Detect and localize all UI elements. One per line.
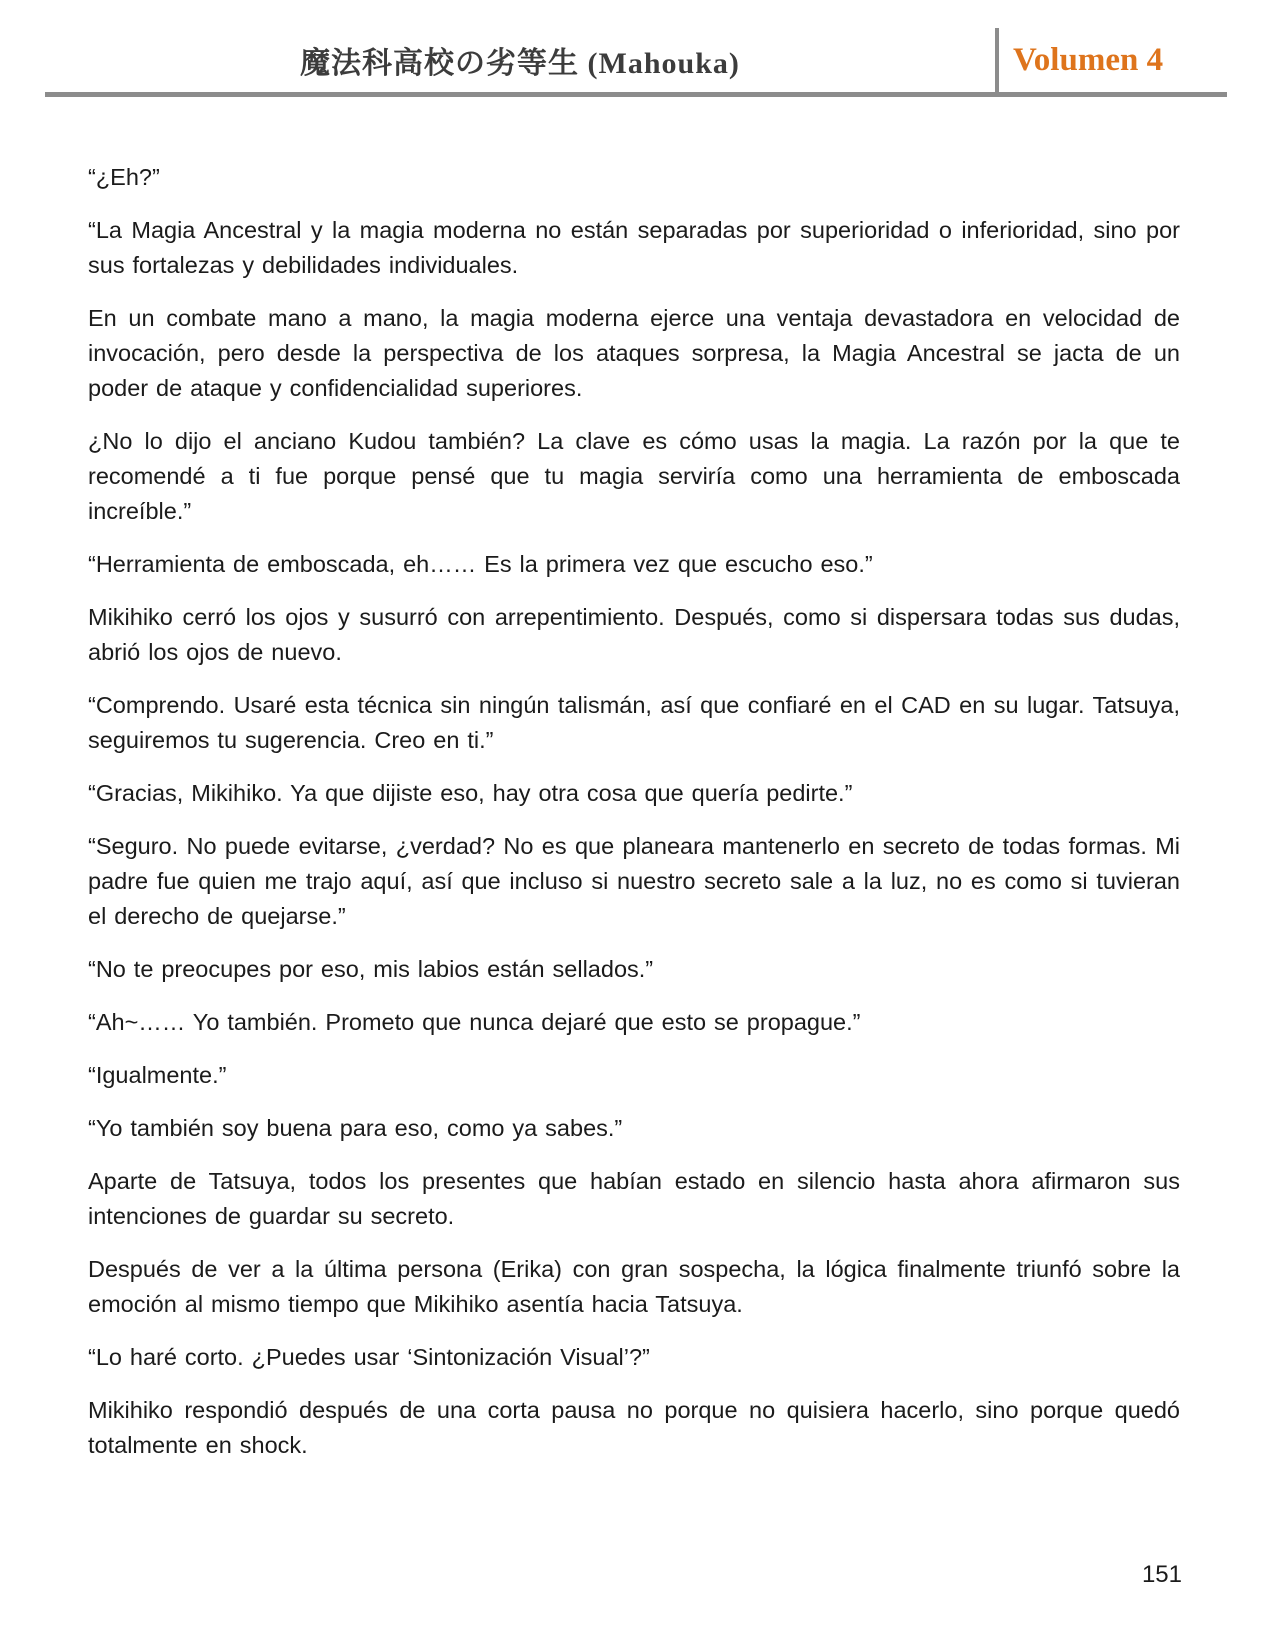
document-header	[0, 28, 1275, 97]
document-body	[88, 160, 1180, 1463]
paragraph: “Comprendo. Usaré esta técnica sin ningún talismán, así que confiaré en el CAD en su lugar. Tatsuya, seguiremos tu sugerencia. Creo en ti.”	[88, 692, 1180, 753]
page-number: 151	[1141, 1561, 1182, 1588]
paragraph: “Igualmente.”	[88, 1062, 227, 1088]
paragraph: “No te preocupes por eso, mis labios están sellados.”	[88, 956, 654, 982]
paragraph: Aparte de Tatsuya, todos los presentes que habían estado en silencio hasta ahora afirmaron sus intenciones de guardar su secreto.	[88, 1168, 1180, 1229]
paragraph: ¿No lo dijo el anciano Kudou también? La clave es cómo usas la magia. La razón por la que te recomendé a ti fue porque pensé que tu magia serviría como una herramienta de emboscada increíble.”	[88, 428, 1180, 524]
paragraph: “Herramienta de emboscada, eh…… Es la primera vez que escucho eso.”	[88, 551, 873, 577]
paragraph: “¿Eh?”	[88, 164, 160, 190]
paragraph: “Yo también soy buena para eso, como ya sabes.”	[88, 1115, 623, 1141]
paragraph: “Lo haré corto. ¿Puedes usar ‘Sintonización Visual’?”	[88, 1344, 650, 1370]
paragraph: Después de ver a la última persona (Erika) con gran sospecha, la lógica finalmente triunfó sobre la emoción al mismo tiempo que Mikihiko asentía hacia Tatsuya.	[88, 1256, 1180, 1317]
paragraph: Mikihiko respondió después de una corta pausa no porque no quisiera hacerlo, sino porque quedó totalmente en shock.	[88, 1397, 1180, 1458]
header-row	[45, 28, 1227, 92]
paragraph: “La Magia Ancestral y la magia moderna no están separadas por superioridad o inferioridad, sino por sus fortalezas y debilidades individuales.	[88, 217, 1180, 278]
paragraph: “Ah~…… Yo también. Prometo que nunca dejaré que esto se propague.”	[88, 1009, 861, 1035]
paragraph: En un combate mano a mano, la magia moderna ejerce una ventaja devastadora en velocidad de invocación, pero desde la perspectiva de los ataques sorpresa, la Magia Ancestral se jacta de un poder de ataque y confidencialidad superiores.	[88, 305, 1180, 401]
paragraph: “Gracias, Mikihiko. Ya que dijiste eso, hay otra cosa que quería pedirte.”	[88, 780, 853, 806]
paragraph: “Seguro. No puede evitarse, ¿verdad? No es que planeara mantenerlo en secreto de todas formas. Mi padre fue quien me trajo aquí, así que incluso si nuestro secreto sale a la luz, no es como si tuvieran el derecho de quejarse.”	[88, 833, 1180, 929]
header-rule	[45, 92, 1227, 97]
paragraph: Mikihiko cerró los ojos y susurró con arrepentimiento. Después, como si dispersara todas sus dudas, abrió los ojos de nuevo.	[88, 604, 1180, 665]
volume-label: Volumen 4	[995, 28, 1227, 92]
page-title: 魔法科高校の劣等生 (Mahouka)	[300, 47, 740, 80]
